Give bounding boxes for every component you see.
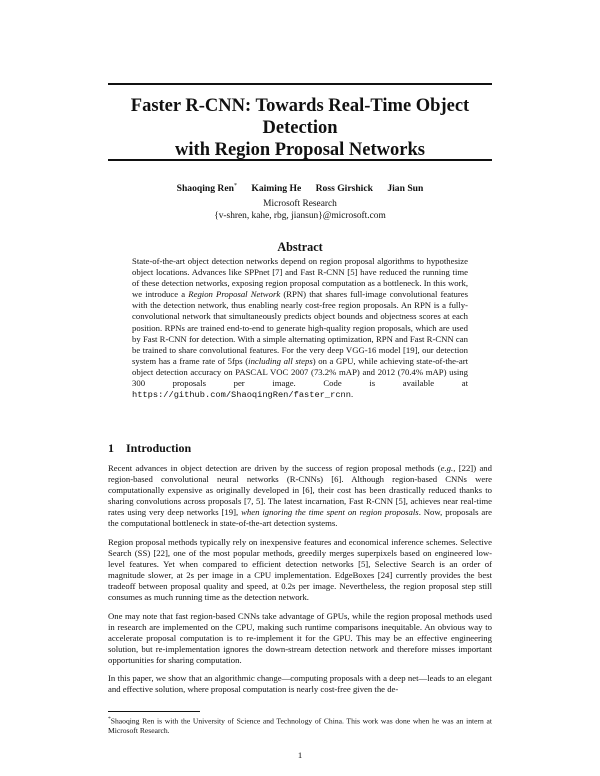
text-run: State-of-the-art object detection networks depend on region proposal algorithms to hypothesize object locations. Advances like SPPnet [7] and Fast R-CNN [5] have reduced the running time of these detection networks, exposing region proposal computation as a bottleneck. In this work, we introduce a	[132, 256, 468, 300]
author-name: Kaiming He	[251, 183, 302, 195]
section-heading	[108, 441, 191, 456]
text-run: .	[350, 389, 354, 400]
footnote-rule	[108, 711, 200, 712]
text-run: . Now, proposals are the computational bottleneck in state-of-the-art detection systems.	[108, 507, 493, 529]
footnote-mark: *	[108, 716, 111, 722]
author-emails: {v-shren, kahe, rbg, jiansun}@microsoft.com	[214, 210, 386, 221]
section-number: 1	[108, 441, 114, 455]
text-run: Recent advances in object detection are driven by the success of region proposal methods (	[108, 463, 441, 473]
text-run: One may note that fast region-based CNNs take advantage of GPUs, while the region proposal methods used in research are implemented on the CPU, making such runtime comparisons inequitable. An obvious way to accelerate proposal computation is to re-implement it for the GPU. This may be an effective engineering solution, but re-implementation ignores the down-stream detection network and therefore misses important opportunities for sharing computation.	[108, 611, 492, 666]
section-title: Introduction	[126, 441, 192, 455]
intro-paragraph	[108, 537, 492, 604]
author-name: Jian Sun	[387, 183, 424, 195]
abstract-text	[132, 256, 468, 401]
code-url: https://github.com/ShaoqingRen/faster_rcnn	[132, 390, 351, 401]
author-name	[177, 183, 237, 194]
intro-paragraph	[108, 673, 492, 695]
title-line-1: Faster R-CNN: Towards Real-Time Object Detection	[130, 96, 470, 138]
text-run: , [22]) and region-based convolutional neural networks (R-CNNs) [6]. Although region-based CNNs were computationally expensive as originally developed in [6], their cost has been drastically reduced thanks to sharing convolutions across proposals [7, 5]. The latest incarnation, Fast R-CNN [5], achieves near real-time rates using very deep networks [19],	[108, 463, 492, 518]
intro-paragraph	[108, 463, 492, 530]
intro-paragraph	[108, 611, 492, 666]
author-name-text: Shaoqing Ren	[176, 183, 234, 195]
author-mark: *	[233, 183, 237, 189]
text-run: (RPN) that shares full-image convolutional features with the detection network, thus enabling nearly cost-free region proposals. An RPN is a fully-convolutional network that simultaneously predicts object bounds and objectness scores at each position. RPNs are trained end-to-end to generate high-quality region proposals, which are used by Fast R-CNN for detection. With a simple alternating optimization, RPN and Fast R-CNN can be trained to share convolutional features. For the very deep VGG-16 model [19], our detection system has a frame rate of 5fps (	[132, 289, 469, 366]
footnote-text: Shaoqing Ren is with the University of Science and Technology of China. This work was done when he was an intern at Microsoft Research.	[108, 716, 492, 736]
text-run: Region proposal methods typically rely on inexpensive features and economical inference schemes. Selective Search (SS) [22], one of the most popular methods, greedily merges superpixels based on engineered low-level features. Yet when compared to efficient detection networks [5], Selective Search is an order of magnitude slower, at 2s per image in a CPU implementation. EdgeBoxes [24] currently provides the best tradeoff between proposal quality and speed, at 0.2s per image. Nevertheless, the region proposal step still consumes as much running time as the detection network.	[108, 537, 492, 603]
emphasis-text: including all steps	[248, 355, 313, 366]
footnote	[108, 715, 492, 736]
text-run: ) on a GPU, while achieving state-of-the-art object detection accuracy on PASCAL VOC 2007 (73.2% mAP) and 2012 (70.4% mAP) using 300 proposals per image. Code is available at	[132, 355, 469, 389]
title-bottom-rule	[108, 159, 492, 161]
author-name: Ross Girshick	[315, 183, 373, 195]
title-line-2: with Region Proposal Networks	[175, 140, 425, 160]
emphasis-text: when ignoring the time spent on region proposals	[241, 507, 419, 518]
emphasis-text: Region Proposal Network	[188, 289, 281, 300]
affiliation: Microsoft Research	[263, 199, 337, 209]
page-number: 1	[297, 750, 303, 760]
paper-title	[100, 95, 500, 161]
author-list	[100, 183, 500, 194]
title-top-rule	[108, 83, 492, 85]
affiliation-block	[100, 199, 500, 222]
emphasis-text: e.g.	[440, 463, 454, 473]
abstract-heading: Abstract	[277, 240, 323, 254]
text-run: In this paper, we show that an algorithmic change—computing proposals with a deep net—leads to an elegant and effective solution, where proposal computation is nearly cost-free given the de-	[108, 673, 492, 695]
